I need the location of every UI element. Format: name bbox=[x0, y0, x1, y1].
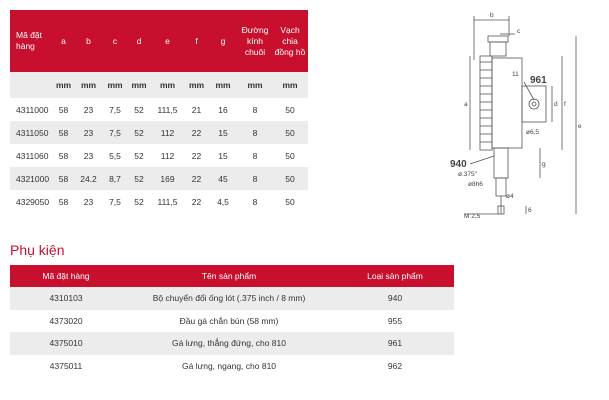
spec-cell: 112 bbox=[150, 121, 185, 144]
leader-940 bbox=[470, 156, 494, 164]
label-phi-4: ø4 bbox=[506, 193, 514, 200]
spec-header-cell: e bbox=[150, 10, 185, 72]
spec-cell: 52 bbox=[128, 190, 150, 213]
spec-cell: 58 bbox=[52, 98, 75, 121]
spec-cell: 22 bbox=[185, 121, 208, 144]
spec-row bbox=[10, 167, 308, 190]
callout-961: 961 bbox=[530, 75, 547, 86]
accessory-cell: Đầu gá chắn bùn (58 mm) bbox=[122, 310, 336, 333]
accessory-cell: 4375010 bbox=[10, 332, 122, 355]
label-phi-375: ø.375" bbox=[458, 171, 477, 178]
spec-cell: mm bbox=[208, 72, 238, 98]
accessory-row bbox=[10, 310, 454, 333]
spec-cell: 52 bbox=[128, 121, 150, 144]
accessories-header-cell: Loại sản phẩm bbox=[336, 265, 454, 287]
label-d: d bbox=[554, 101, 558, 108]
spec-cell: 112 bbox=[150, 144, 185, 167]
spec-cell: 4311000 bbox=[10, 98, 52, 121]
label-phi-6-5: ø6,5 bbox=[526, 129, 540, 136]
spec-cell: 111,5 bbox=[150, 190, 185, 213]
label-a: a bbox=[464, 101, 468, 108]
accessory-cell: 4375011 bbox=[10, 355, 122, 378]
callout-940: 940 bbox=[450, 159, 467, 170]
spec-cell: 8 bbox=[238, 98, 272, 121]
spec-cell: 21 bbox=[185, 98, 208, 121]
label-f: f bbox=[564, 101, 566, 108]
spec-header-cell: a bbox=[52, 10, 75, 72]
spec-cell: 58 bbox=[52, 190, 75, 213]
spec-cell: 22 bbox=[185, 190, 208, 213]
spec-cell: mm bbox=[75, 72, 102, 98]
accessories-header-cell: Mã đặt hàng bbox=[10, 265, 122, 287]
spec-cell: 50 bbox=[272, 98, 308, 121]
spec-cell: mm bbox=[185, 72, 208, 98]
spec-cell: mm bbox=[238, 72, 272, 98]
spec-cell: 58 bbox=[52, 121, 75, 144]
spec-header-cell: f bbox=[185, 10, 208, 72]
lug-hole bbox=[529, 99, 539, 109]
spec-cell: 15 bbox=[208, 121, 238, 144]
stem-sleeve bbox=[494, 148, 508, 178]
spec-cell: 15 bbox=[208, 144, 238, 167]
accessories-heading: Phụ kiện bbox=[10, 242, 65, 258]
accessory-row bbox=[10, 355, 454, 378]
spec-cell: 23 bbox=[75, 98, 102, 121]
spec-cell: 7,5 bbox=[102, 98, 128, 121]
spec-row bbox=[10, 121, 308, 144]
spec-cell: 4329050 bbox=[10, 190, 52, 213]
spec-cell: 45 bbox=[208, 167, 238, 190]
spec-cell: 7,5 bbox=[102, 121, 128, 144]
spec-row bbox=[10, 190, 308, 213]
dimension-drawing bbox=[440, 0, 609, 240]
accessories-table bbox=[10, 265, 454, 377]
spec-cell: 22 bbox=[185, 167, 208, 190]
spec-cell: 8,7 bbox=[102, 167, 128, 190]
spec-cell: 23 bbox=[75, 144, 102, 167]
accessories-header-cell: Tên sản phẩm bbox=[122, 265, 336, 287]
spec-cell: mm bbox=[52, 72, 75, 98]
spec-cell: 50 bbox=[272, 121, 308, 144]
spec-cell: 52 bbox=[128, 98, 150, 121]
spec-cell: 8 bbox=[238, 121, 272, 144]
spec-cell: 23 bbox=[75, 121, 102, 144]
accessory-cell: 955 bbox=[336, 310, 454, 333]
accessory-cell: 4310103 bbox=[10, 287, 122, 310]
accessory-row bbox=[10, 287, 454, 310]
spec-cell: 22 bbox=[185, 144, 208, 167]
accessory-cell: 940 bbox=[336, 287, 454, 310]
spec-cell: 24.2 bbox=[75, 167, 102, 190]
label-11: 11 bbox=[512, 71, 519, 78]
spec-header-cell: b bbox=[75, 10, 102, 72]
spec-row bbox=[10, 144, 308, 167]
spec-cell: 50 bbox=[272, 190, 308, 213]
spec-header-cell: Đường kính chuôi bbox=[238, 10, 272, 72]
label-phi-8h6: ø8h6 bbox=[468, 181, 483, 188]
spec-header-cell: Vạch chia đồng hồ bbox=[272, 10, 308, 72]
spec-header-cell: d bbox=[128, 10, 150, 72]
spec-units-row bbox=[10, 72, 308, 98]
spec-cell: 4311050 bbox=[10, 121, 52, 144]
spec-cell: 111,5 bbox=[150, 98, 185, 121]
spec-cell: mm bbox=[272, 72, 308, 98]
spec-cell: mm bbox=[102, 72, 128, 98]
accessory-cell: Bộ chuyển đổi ống lót (.375 inch / 8 mm) bbox=[122, 287, 336, 310]
spec-row bbox=[10, 98, 308, 121]
spec-cell: 169 bbox=[150, 167, 185, 190]
spec-header-row bbox=[10, 10, 308, 72]
stem-top bbox=[490, 42, 506, 56]
accessory-cell: 961 bbox=[336, 332, 454, 355]
spec-cell: 50 bbox=[272, 144, 308, 167]
cap-shape bbox=[488, 36, 508, 42]
spec-cell: 8 bbox=[238, 167, 272, 190]
spec-header-cell: Mã đặt hàng bbox=[10, 10, 52, 72]
accessories-header-row bbox=[10, 265, 454, 287]
spec-cell: 52 bbox=[128, 144, 150, 167]
accessory-cell: Gá lưng, ngang, cho 810 bbox=[122, 355, 336, 378]
label-m25: M 2,5 bbox=[464, 213, 481, 220]
spec-cell: 52 bbox=[128, 167, 150, 190]
spec-header-cell: g bbox=[208, 10, 238, 72]
label-6: 6 bbox=[528, 207, 532, 214]
label-e: e bbox=[578, 123, 582, 130]
accessories-table-body bbox=[10, 287, 454, 377]
label-g: g bbox=[542, 161, 546, 168]
spec-cell: 4,5 bbox=[208, 190, 238, 213]
spec-cell: mm bbox=[150, 72, 185, 98]
spec-cell: 7,5 bbox=[102, 190, 128, 213]
stem-lower bbox=[496, 178, 506, 196]
spec-cell: 4321000 bbox=[10, 167, 52, 190]
spec-cell: 8 bbox=[238, 144, 272, 167]
spec-cell: 50 bbox=[272, 167, 308, 190]
accessory-cell: Gá lưng, thẳng đứng, cho 810 bbox=[122, 332, 336, 355]
spec-header-cell: c bbox=[102, 10, 128, 72]
spec-table bbox=[10, 10, 308, 213]
spec-table-body bbox=[10, 72, 308, 213]
spec-cell: mm bbox=[128, 72, 150, 98]
spec-cell: 4311060 bbox=[10, 144, 52, 167]
accessory-row bbox=[10, 332, 454, 355]
spec-cell: 5,5 bbox=[102, 144, 128, 167]
label-b: b bbox=[490, 12, 494, 19]
label-c: c bbox=[517, 28, 521, 35]
spec-cell: 58 bbox=[52, 144, 75, 167]
spec-cell: 16 bbox=[208, 98, 238, 121]
spec-cell: 58 bbox=[52, 167, 75, 190]
spec-cell: 23 bbox=[75, 190, 102, 213]
spec-cell bbox=[10, 72, 52, 98]
spec-cell: 8 bbox=[238, 190, 272, 213]
back-lug bbox=[522, 86, 546, 122]
accessory-cell: 4373020 bbox=[10, 310, 122, 333]
accessory-cell: 962 bbox=[336, 355, 454, 378]
